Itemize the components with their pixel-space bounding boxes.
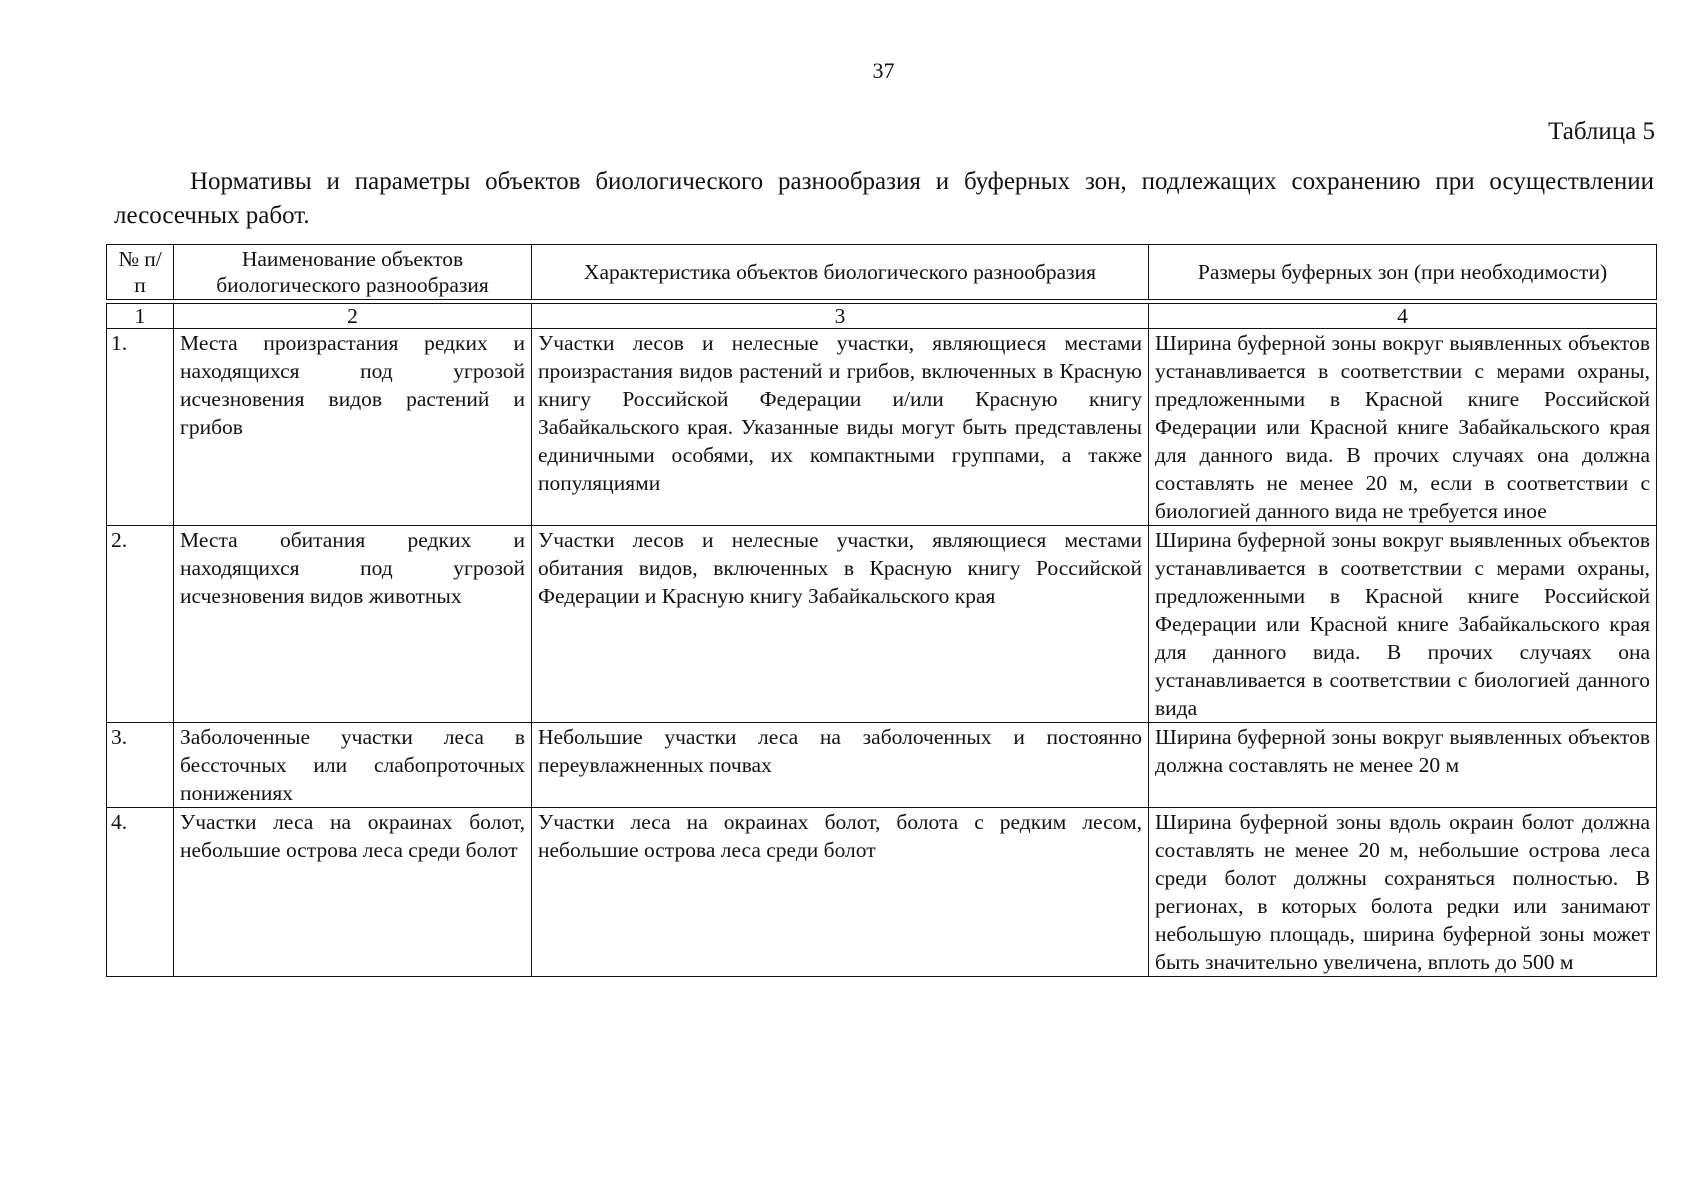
- column-number: 2: [174, 304, 532, 329]
- table-row: [107, 329, 1657, 526]
- header-description: Характеристика объектов биологического разнообразия: [532, 245, 1149, 300]
- header-no: № п/п: [107, 245, 174, 300]
- row-number: 4.: [107, 808, 174, 977]
- object-name: Участки леса на окраинах болот, небольшие острова леса среди болот: [174, 808, 532, 977]
- header-name: Наименование объектов биологического разнообразия: [174, 245, 532, 300]
- biodiversity-table: [106, 244, 1657, 977]
- object-description: Участки лесов и нелесные участки, являющиеся местами обитания видов, включенных в Красную книгу Российской Федерации и Красную книгу Забайкальского края: [532, 526, 1149, 723]
- buffer-zone-size: Ширина буферной зоны вдоль окраин болот должна составлять не менее 20 м, небольшие острова леса среди болот должны сохраняться полностью. В регионах, в которых болота редки или занимают небольшую площадь, ширина буферной зоны может быть значительно увеличена, вплоть до 500 м: [1149, 808, 1657, 977]
- column-number: 4: [1149, 304, 1657, 329]
- object-description: Участки леса на окраинах болот, болота с редким лесом, небольшие острова леса среди болот: [532, 808, 1149, 977]
- column-number: 1: [107, 304, 174, 329]
- object-description: Участки лесов и нелесные участки, являющиеся местами произрастания видов растений и грибов, включенных в Красную книгу Российской Федерации и/или Красную книгу Забайкальского края. Указанные виды могут быть представлены единичными особями, их компактными группами, а также популяциями: [532, 329, 1149, 526]
- column-number-row: [107, 304, 1657, 329]
- row-number: 1.: [107, 329, 174, 526]
- object-name: Заболоченные участки леса в бессточных или слабопроточных понижениях: [174, 723, 532, 808]
- page-number: 37: [872, 58, 895, 83]
- document-title: Нормативы и параметры объектов биологического разнообразия и буферных зон, подлежащих сохранению при осуществлении лесосечных работ.: [114, 168, 1654, 229]
- table-row: [107, 526, 1657, 723]
- table-label: Таблица 5: [1548, 118, 1655, 145]
- row-number: 2.: [107, 526, 174, 723]
- header-buffer: Размеры буферных зон (при необходимости): [1149, 245, 1657, 300]
- object-description: Небольшие участки леса на заболоченных и постоянно переувлажненных почвах: [532, 723, 1149, 808]
- object-name: Места произрастания редких и находящихся под угрозой исчезновения видов растений и грибов: [174, 329, 532, 526]
- object-name: Места обитания редких и находящихся под угрозой исчезновения видов животных: [174, 526, 532, 723]
- table-row: [107, 808, 1657, 977]
- buffer-zone-size: Ширина буферной зоны вокруг выявленных объектов устанавливается в соответствии с мерами охраны, предложенными в Красной книге Российской Федерации или Красной книге Забайкальского края для данного вида. В прочих случаях она устанавливается в соответствии с биологией данного вида: [1149, 526, 1657, 723]
- biodiversity-table-container: [106, 244, 1656, 977]
- buffer-zone-size: Ширина буферной зоны вокруг выявленных объектов устанавливается в соответствии с мерами охраны, предложенными в Красной книге Российской Федерации или Красной книге Забайкальского края для данного вида. В прочих случаях она должна составлять не менее 20 м, если в соответствии с биологией данного вида не требуется иное: [1149, 329, 1657, 526]
- column-number: 3: [532, 304, 1149, 329]
- row-number: 3.: [107, 723, 174, 808]
- table-row: [107, 723, 1657, 808]
- header-row: [107, 245, 1657, 300]
- buffer-zone-size: Ширина буферной зоны вокруг выявленных объектов должна составлять не менее 20 м: [1149, 723, 1657, 808]
